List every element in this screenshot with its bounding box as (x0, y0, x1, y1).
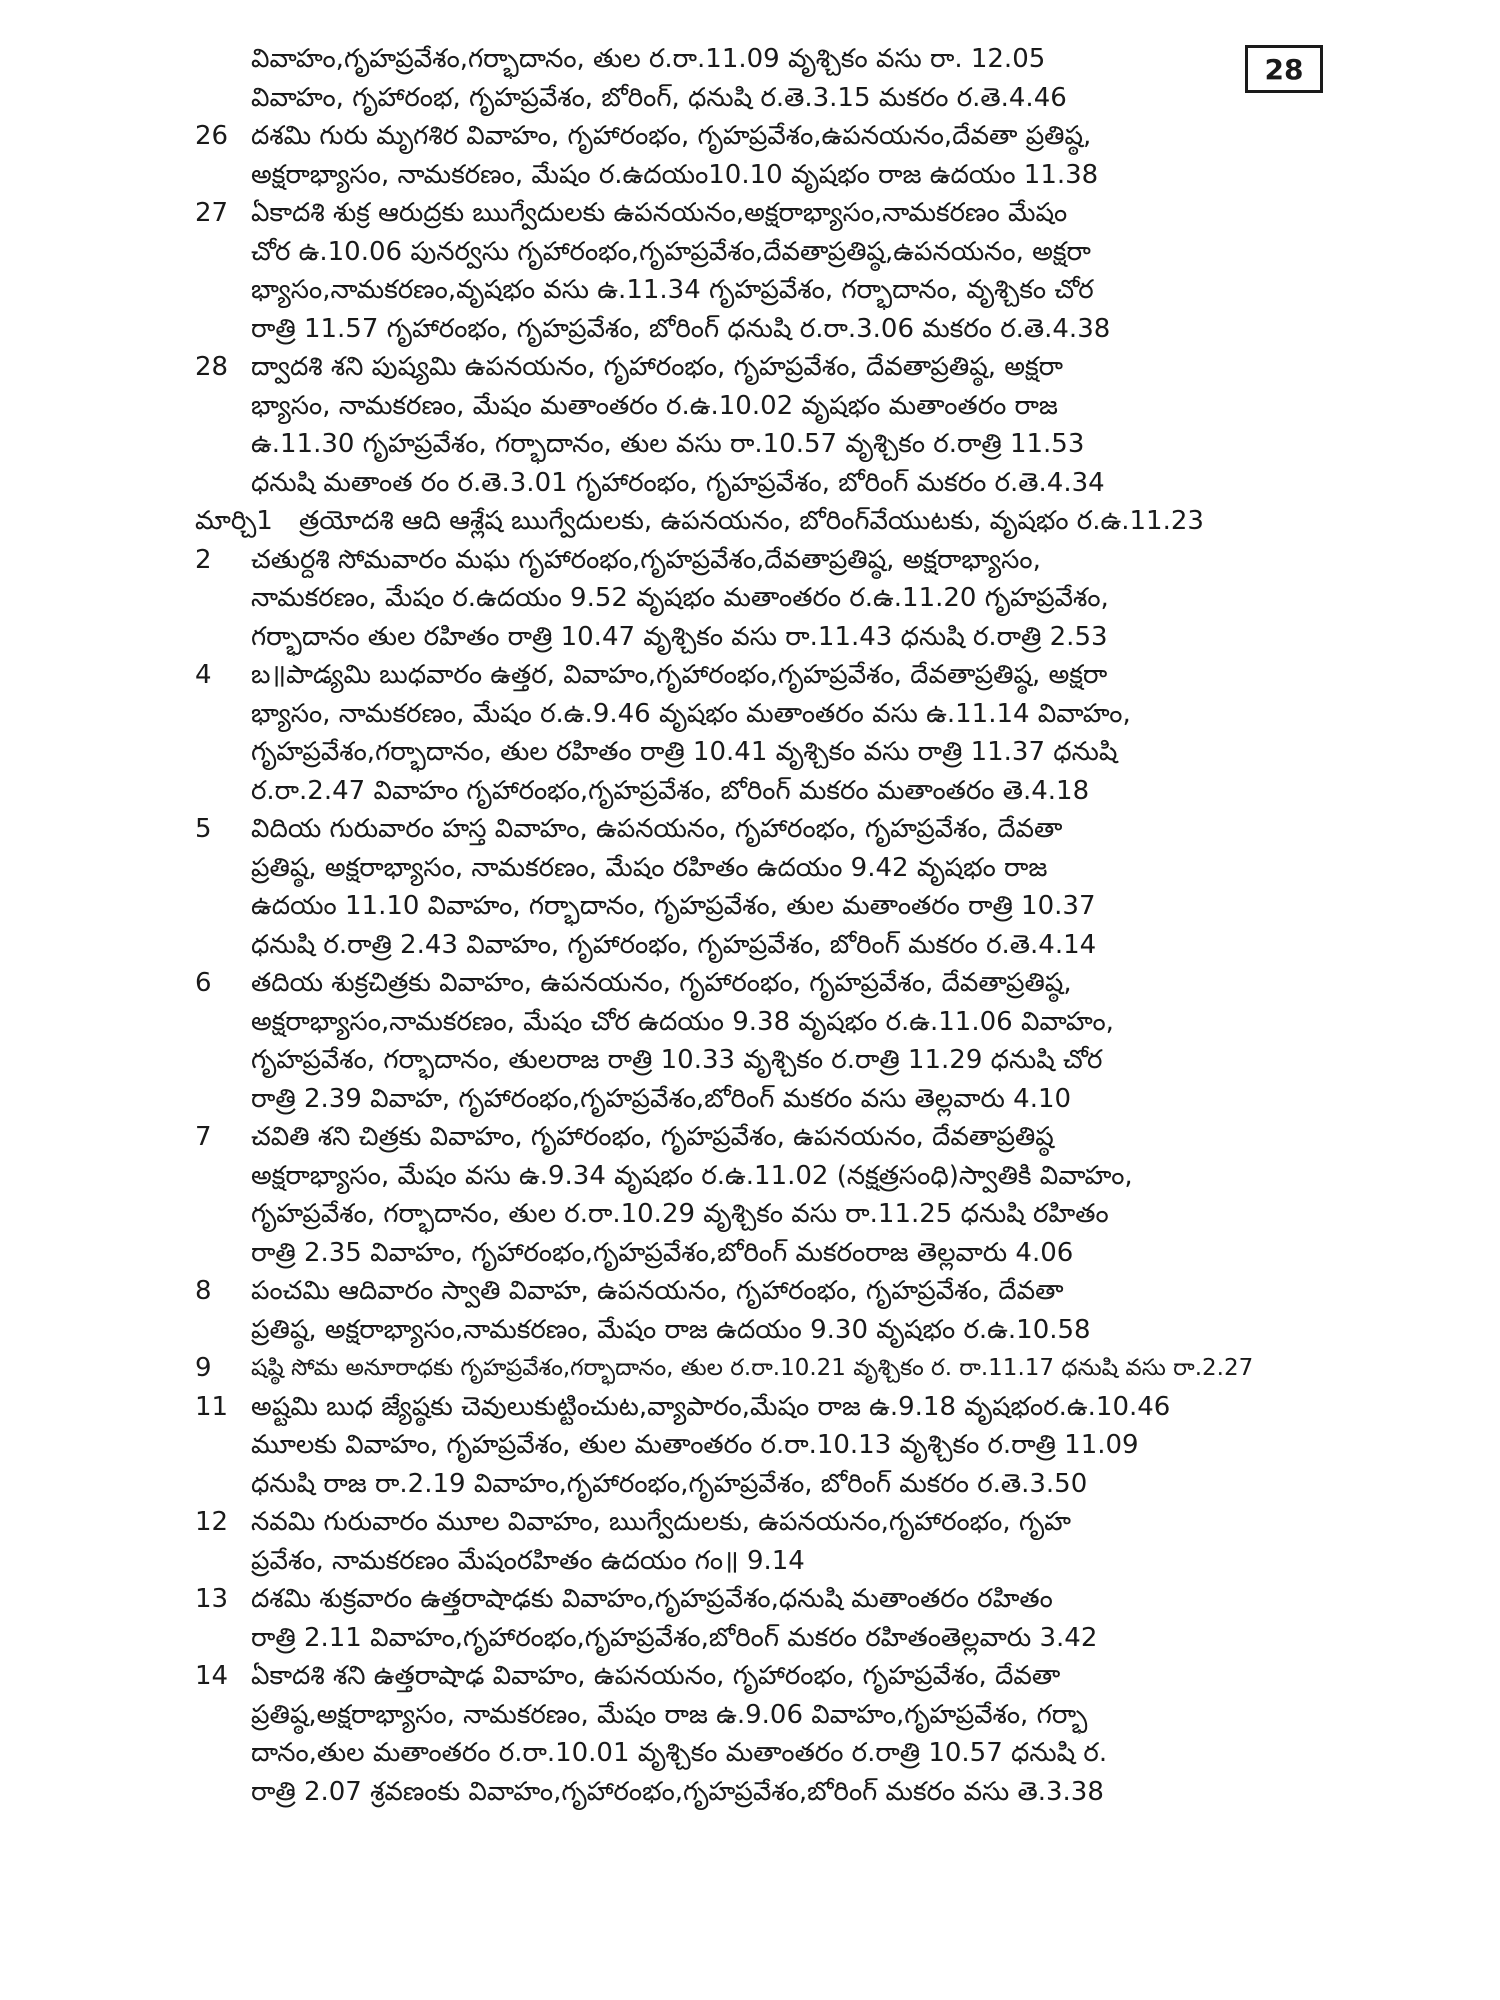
entry-text-line: ప్రతిష్ఠ, అక్షరాభ్యాసం, నామకరణం, మేషం రహితం ఉదయం 9.42 వృషభం రాజ (251, 852, 1048, 883)
entry-text-line: అక్షరాభ్యాసం, మేషం వసు ఉ.9.34 వృషభం ర.ఉ.11.02 (నక్షత్రసంధి)స్వాతికి వివాహం, (251, 1160, 1133, 1191)
entry-text-line: షష్ఠి సోమ అనూరాధకు గృహప్రవేశం,గర్భాదానం, తుల ర.రా.10.21 వృశ్చికం ర. రా.11.17 ధనుషి వసు రా.2.27 (251, 1355, 1254, 1381)
entry-text-line: ధనుషి ర.రాత్రి 2.43 వివాహం, గృహారంభం, గృహప్రవేశం, బోరింగ్ మకరం ర.తె.4.14 (251, 929, 1097, 960)
entry-text-line: ద్వాదశి శని పుష్యమి ఉపనయనం, గృహారంభం, గృహప్రవేశం, దేవతాప్రతిష్ఠ, అక్షరా (251, 352, 1063, 382)
date-number: 6 (195, 968, 212, 998)
entry-text-line: రాత్రి 2.07 శ్రవణంకు వివాహం,గృహారంభం,గృహప్రవేశం,బోరింగ్ మకరం వసు తె.3.38 (251, 1776, 1104, 1807)
entry-text-line: గృహప్రవేశం,గర్భాదానం, తుల రహితం రాత్రి 10.41 వృశ్చికం వసు రాత్రి 11.37 ధనుషి (251, 737, 1118, 767)
date-number: 11 (195, 1391, 229, 1422)
date-entry (195, 194, 1335, 348)
entry-text-line: రాత్రి 2.11 వివాహం,గృహారంభం,గృహప్రవేశం,బోరింగ్ మకరం రహితంతెల్లవారు 3.42 (251, 1622, 1098, 1653)
date-number: మార్చి1 (195, 506, 273, 536)
entry-text-line: ఉదయం 11.10 వివాహం, గర్భాదానం, గృహప్రవేశం, తుల మతాంతరం రాత్రి 10.37 (251, 891, 1096, 921)
entry-text-line: దశమి గురు మృగశిర వివాహం, గృహారంభం, గృహప్రవేశం,ఉపనయనం,దేవతా ప్రతిష్ఠ, (251, 121, 1092, 151)
entry-text-line: ప్రవేశం, నామకరణం మేషంరహితం ఉదయం గం॥ 9.14 (251, 1545, 805, 1576)
entry-text-line: రాత్రి 11.57 గృహారంభం, గృహప్రవేశం, బోరింగ్ ధనుషి ర.రా.3.06 మకరం ర.తె.4.38 (251, 313, 1111, 344)
entry-text-line: ఉ.11.30 గృహప్రవేశం, గర్భాదానం, తుల వసు రా.10.57 వృశ్చికం ర.రాత్రి 11.53 (251, 429, 1085, 459)
entry-text-line: ధనుషి రాజ రా.2.19 వివాహం,గృహారంభం,గృహప్రవేశం, బోరింగ్ మకరం ర.తె.3.50 (251, 1468, 1088, 1499)
date-entry (195, 541, 1335, 657)
entry-text-line: భ్యాసం,నామకరణం,వృషభం వసు ఉ.11.34 గృహప్రవేశం, గర్భాదానం, వృశ్చికం చోర (251, 275, 1094, 305)
date-entry (195, 1657, 1335, 1811)
entry-text-line: రాత్రి 2.35 వివాహం, గృహారంభం,గృహప్రవేశం,బోరింగ్ మకరంరాజ తెల్లవారు 4.06 (251, 1237, 1074, 1268)
entry-text-line: ప్రతిష్ఠ,అక్షరాభ్యాసం, నామకరణం, మేషం రాజ ఉ.9.06 వివాహం,గృహప్రవేశం, గర్భా (251, 1699, 1088, 1730)
entry-text-line: గర్భాదానం తుల రహితం రాత్రి 10.47 వృశ్చికం వసు రా.11.43 ధనుషి ర.రాత్రి 2.53 (251, 621, 1108, 652)
date-entry (195, 1118, 1335, 1272)
date-number: 28 (195, 352, 229, 382)
date-entry (195, 502, 1335, 541)
entry-text-line: భ్యాసం, నామకరణం, మేషం మతాంతరం ర.ఉ.10.02 వృషభం మతాంతరం రాజ (251, 390, 1058, 421)
entry-text-line: చతుర్దశి సోమవారం మఘ గృహారంభం,గృహప్రవేశం,దేవతాప్రతిష్ఠ, అక్షరాభ్యాసం, (251, 544, 1041, 575)
date-number: 9 (195, 1353, 212, 1383)
entry-text-line: విదియ గురువారం హస్త వివాహం, ఉపనయనం, గృహారంభం, గృహప్రవేశం, దేవతా (251, 814, 1063, 844)
date-entry (195, 117, 1335, 194)
date-entry (195, 964, 1335, 1118)
date-entry (195, 1349, 1335, 1388)
date-entry (195, 348, 1335, 502)
entry-text-line: గృహప్రవేశం, గర్భాదానం, తుల ర.రా.10.29 వృశ్చికం వసు రా.11.25 ధనుషి రహితం (251, 1199, 1109, 1229)
date-number: 8 (195, 1276, 212, 1306)
entry-text-line: చోర ఉ.10.06 పునర్వసు గృహారంభం,గృహప్రవేశం,దేవతాప్రతిష్ఠ,ఉపనయనం, అక్షరా (251, 236, 1091, 267)
page-number: 28 (1245, 45, 1323, 93)
entry-text-line: రాత్రి 2.39 వివాహ, గృహారంభం,గృహప్రవేశం,బోరింగ్ మకరం వసు తెల్లవారు 4.10 (251, 1083, 1072, 1114)
date-number: 5 (195, 814, 212, 844)
date-entry (195, 1388, 1335, 1504)
date-entry (195, 656, 1335, 810)
entry-text-line: బ॥పాడ్యమి బుధవారం ఉత్తర, వివాహం,గృహారంభం,గృహప్రవేశం, దేవతాప్రతిష్ఠ, అక్షరా (251, 660, 1108, 690)
date-entry (195, 1580, 1335, 1657)
entry-text-line: త్రయోదశి ఆది ఆశ్లేష ఋగ్వేదులకు, ఉపనయనం, బోరింగ్‌వేయుటకు, వృషభం ర.ఉ.11.23 (299, 506, 1204, 536)
date-number: 12 (195, 1507, 229, 1537)
date-number: 13 (195, 1584, 229, 1614)
entry-text-line: అక్షరాభ్యాసం,నామకరణం, మేషం చోర ఉదయం 9.38 వృషభం ర.ఉ.11.06 వివాహం, (251, 1006, 1114, 1037)
date-entry (195, 1272, 1335, 1349)
date-number: 7 (195, 1122, 212, 1152)
muhurtham-listing (195, 40, 1335, 1811)
date-entry (195, 810, 1335, 964)
entry-text-line: వివాహం,గృహప్రవేశం,గర్భాదానం, తుల ర.రా.11.09 వృశ్చికం వసు రా. 12.05 (251, 44, 1046, 74)
entry-text-line: నామకరణం, మేషం ర.ఉదయం 9.52 వృషభం మతాంతరం ర.ఉ.11.20 గృహప్రవేశం, (251, 583, 1109, 613)
entry-text-line: ర.రా.2.47 వివాహం గృహారంభం,గృహప్రవేశం, బోరింగ్ మకరం మతాంతరం తె.4.18 (251, 775, 1090, 806)
date-number: 26 (195, 121, 229, 151)
entry-text-line: చవితి శని చిత్రకు వివాహం, గృహారంభం, గృహప్రవేశం, ఉపనయనం, దేవతాప్రతిష్ఠ (251, 1122, 1054, 1152)
entry-text-line: నవమి గురువారం మూల వివాహం, ఋగ్వేదులకు, ఉపనయనం,గృహారంభం, గృహ (251, 1507, 1072, 1537)
date-number: 4 (195, 660, 212, 690)
entry-text-line: గృహప్రవేశం, గర్భాదానం, తులరాజ రాత్రి 10.33 వృశ్చికం ర.రాత్రి 11.29 ధనుషి చోర (251, 1045, 1103, 1075)
entry-text-line: అష్టమి బుధ జ్యేష్ఠకు చెవులుకుట్టించుట,వ్యాపారం,మేషం రాజ ఉ.9.18 వృషభంర.ఉ.10.46 (251, 1391, 1171, 1422)
date-entry (195, 1503, 1335, 1580)
entry-text-line: దానం,తుల మతాంతరం ర.రా.10.01 వృశ్చికం మతాంతరం ర.రాత్రి 10.57 ధనుషి ర. (251, 1738, 1108, 1768)
entry-text-line: వివాహం, గృహారంభ, గృహప్రవేశం, బోరింగ్, ధనుషి ర.తె.3.15 మకరం ర.తె.4.46 (251, 82, 1067, 113)
entry-text-line: ధనుషి మతాంత రం ర.తె.3.01 గృహారంభం, గృహప్రవేశం, బోరింగ్ మకరం ర.తె.4.34 (251, 467, 1105, 498)
date-number: 14 (195, 1661, 229, 1691)
entry-text-line: పంచమి ఆదివారం స్వాతి వివాహ, ఉపనయనం, గృహారంభం, గృహప్రవేశం, దేవతా (251, 1276, 1064, 1306)
entry-text-line: అక్షరాభ్యాసం, నామకరణం, మేషం ర.ఉదయం10.10 వృషభం రాజ ఉదయం 11.38 (251, 159, 1099, 190)
entry-text-line: ఏకాదశి శని ఉత్తరాషాఢ వివాహం, ఉపనయనం, గృహారంభం, గృహప్రవేశం, దేవతా (251, 1661, 1061, 1691)
entry-text-line: దశమి శుక్రవారం ఉత్తరాషాఢకు వివాహం,గృహప్రవేశం,ధనుషి మతాంతరం రహితం (251, 1584, 1053, 1614)
entry-text-line: మూలకు వివాహం, గృహప్రవేశం, తుల మతాంతరం ర.రా.10.13 వృశ్చికం ర.రాత్రి 11.09 (251, 1430, 1139, 1460)
entry-text-line: తదియ శుక్రచిత్రకు వివాహం, ఉపనయనం, గృహారంభం, గృహప్రవేశం, దేవతాప్రతిష్ఠ, (251, 968, 1072, 998)
entry-text-line: ఏకాదశి శుక్ర ఆరుద్రకు ఋగ్వేదులకు ఉపనయనం,అక్షరాభ్యాసం,నామకరణం మేషం (251, 198, 1068, 228)
entry-text-line: భ్యాసం, నామకరణం, మేషం ర.ఉ.9.46 వృషభం మతాంతరం వసు ఉ.11.14 వివాహం, (251, 698, 1131, 729)
entry-text-line: ప్రతిష్ఠ, అక్షరాభ్యాసం,నామకరణం, మేషం రాజ ఉదయం 9.30 వృషభం ర.ఉ.10.58 (251, 1314, 1091, 1345)
date-number: 27 (195, 198, 229, 228)
date-number: 2 (195, 544, 212, 575)
date-entry (195, 40, 1335, 117)
